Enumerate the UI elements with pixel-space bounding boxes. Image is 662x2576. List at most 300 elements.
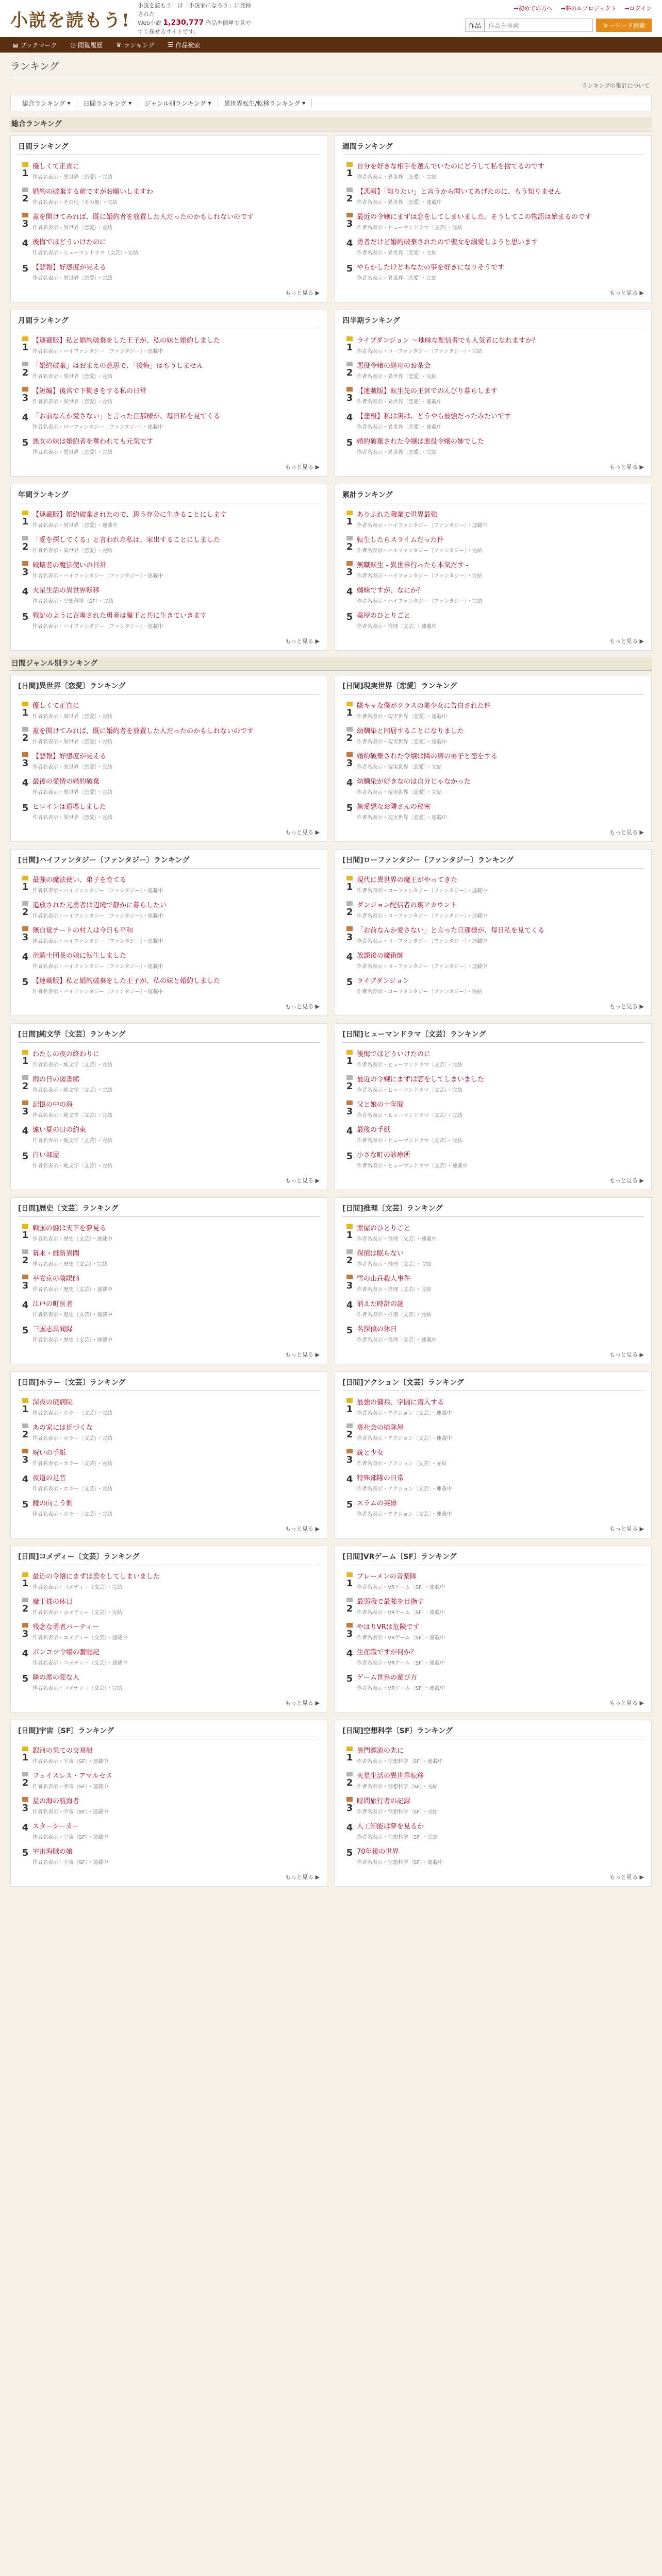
rank-number: 3	[18, 561, 32, 579]
work-meta: 作者名表示・異世界〔恋愛〕・連載中	[357, 399, 442, 405]
list-item[interactable]	[18, 612, 320, 630]
list-item[interactable]	[18, 1126, 320, 1144]
crown-icon	[22, 926, 28, 931]
list-item[interactable]	[342, 612, 644, 630]
work-meta: 作者名表示・現実世界〔恋愛〕・完結	[357, 790, 442, 795]
work-title-link[interactable]: 夜道の足音	[32, 1475, 67, 1482]
work-title-link[interactable]: 破壊者の魔法使いの日常	[32, 562, 107, 569]
work-meta: 作者名表示・ホラー〔文芸〕・完結	[32, 1411, 112, 1416]
rank-number: 3	[342, 1623, 357, 1641]
list-item[interactable]	[18, 1474, 320, 1492]
work-title-link[interactable]: 三国志異聞録	[32, 1326, 73, 1333]
list-item[interactable]	[18, 702, 320, 720]
work-title-link[interactable]: 魔王様の休日	[32, 1598, 73, 1606]
work-meta: 作者名表示・ハイファンタジー〔ファンタジー〕・連載中	[32, 888, 163, 894]
rank-number: 1	[342, 1050, 357, 1068]
crown-icon	[22, 901, 28, 906]
work-title-link[interactable]: スターシーカー	[32, 1823, 79, 1831]
more-link[interactable]: もっと見る ▶	[285, 1003, 320, 1010]
work-meta: 作者名表示・異世界〔恋愛〕・連載中	[357, 425, 442, 430]
list-item[interactable]	[18, 727, 320, 745]
work-meta: 作者名表示・異世界〔恋愛〕・完結	[32, 225, 112, 231]
work-title-link[interactable]: 銃と少女	[357, 1449, 384, 1457]
more-link[interactable]: もっと見る ▶	[609, 829, 644, 836]
ranking-box	[10, 1371, 327, 1538]
list-item[interactable]	[18, 536, 320, 554]
work-title-link[interactable]: ライブダンジョン	[357, 977, 409, 985]
work-title-link[interactable]: 「お前なんか愛さない」と言った旦那様が、毎日私を見てくる	[32, 413, 221, 420]
list-item[interactable]	[342, 213, 644, 231]
work-title-link[interactable]: 平安京の陰陽師	[32, 1275, 80, 1283]
work-title-link[interactable]: ダンジョン配信者の裏アカウント	[357, 902, 457, 909]
work-meta: 作者名表示・推理〔文芸〕・連載中	[357, 1337, 437, 1343]
list-item[interactable]	[342, 1673, 644, 1691]
work-meta: 作者名表示・推理〔文芸〕・連載中	[357, 624, 437, 630]
list-item[interactable]	[342, 1100, 644, 1118]
list-item[interactable]	[342, 1325, 644, 1343]
rank-number: 4	[22, 1822, 29, 1833]
crown-icon	[22, 536, 28, 540]
list-item[interactable]	[342, 1249, 644, 1267]
site-logo[interactable]: 小説を読もう!	[10, 10, 130, 31]
crown-icon	[22, 1075, 28, 1080]
work-meta: 作者名表示・歴史〔文芸〕・連載中	[32, 1287, 112, 1293]
list-item[interactable]	[342, 511, 644, 529]
work-title-link[interactable]: 【悲報】私は実は、どうやら最強だったみたいです	[357, 413, 511, 420]
work-title-link[interactable]: 陰キャな僕がクラスの美少女に告白された件	[357, 702, 491, 710]
crown-icon	[346, 188, 353, 192]
crown-icon	[346, 1598, 353, 1602]
list-item[interactable]	[18, 1747, 320, 1765]
work-title-link[interactable]: 残念な勇者パーティー	[32, 1623, 99, 1631]
work-title-link[interactable]: 【連載版】婚約破棄されたので、思う存分に生きることにします	[32, 511, 227, 519]
tab-genre[interactable]: ジャンル別ランキング ▾	[138, 99, 218, 108]
list-item[interactable]	[342, 1747, 644, 1765]
ranking-box	[335, 1720, 652, 1887]
list-item[interactable]	[342, 1423, 644, 1442]
work-title-link[interactable]: 江戸の町医者	[32, 1300, 73, 1308]
work-title-link[interactable]: 蓋を開けてみれば、既に婚約者を放置した人だったのかもしれないのです	[32, 213, 254, 221]
work-title-link[interactable]: 薬屋のひとりごと	[357, 1225, 411, 1232]
work-title-link[interactable]: 最後の手紙	[357, 1126, 391, 1134]
work-title-link[interactable]: わたしの夜の終わりに	[32, 1050, 100, 1058]
work-title-link[interactable]: 記憶の中の海	[32, 1101, 73, 1109]
work-title-link[interactable]: 裏社会の掃除屋	[357, 1424, 404, 1432]
work-title-link[interactable]: 戦記のように召喚された勇者は魔王と共に生きていきます	[32, 612, 207, 620]
work-title-link[interactable]: 幼馴染が好きなのは自分じゃなかった	[357, 778, 471, 786]
list-item[interactable]	[18, 1050, 320, 1068]
work-title-link[interactable]: 放課後の魔術師	[357, 952, 404, 960]
list-item[interactable]	[18, 1772, 320, 1790]
list-item[interactable]	[342, 188, 644, 206]
more-link[interactable]: もっと見る ▶	[609, 638, 644, 645]
site-tagline: 小説を読もう！は「小説家になろう」に登録された Web小説 1,230,777 作品を簡単で見やすく探せるサイトです。	[137, 2, 251, 35]
work-title-link[interactable]: 特殊部隊の日常	[357, 1475, 404, 1482]
work-title-link[interactable]: 婚約の破棄する前ですがお願いしますわ	[32, 188, 154, 196]
work-meta: 作者名表示・空想科学〔SF〕・完結	[357, 1835, 438, 1840]
work-title-link[interactable]: 薬屋のひとりごと	[357, 612, 411, 620]
work-title-link[interactable]: 呪いの手紙	[32, 1449, 67, 1457]
list-item[interactable]	[342, 952, 644, 970]
ranking-box	[10, 135, 327, 302]
work-title-link[interactable]: 【悲報】好感度が見える	[32, 753, 107, 760]
work-title-link[interactable]: 婚約破棄された令嬢は悪役令嬢の姉でした	[357, 438, 485, 446]
work-title-link[interactable]: 深夜の廃病院	[32, 1399, 73, 1406]
work-title-link[interactable]: 時間旅行者の記録	[357, 1798, 411, 1805]
more-link[interactable]: もっと見る ▶	[609, 1003, 644, 1010]
work-title-link[interactable]: 火星生活の異世界転移	[32, 587, 100, 595]
list-item[interactable]	[342, 1822, 644, 1840]
list-item[interactable]	[18, 238, 320, 256]
work-title-link[interactable]: ライブダンジョン ～地味な配信者でも人気者になれますか？	[357, 337, 539, 345]
list-item[interactable]	[18, 362, 320, 380]
work-title-link[interactable]: やはりVRは危険です	[357, 1623, 420, 1631]
more-link[interactable]: もっと見る ▶	[285, 290, 320, 296]
work-title-link[interactable]: 現代に異世界の魔王がやってきた	[357, 876, 458, 884]
ranking-box	[10, 1023, 327, 1190]
more-link[interactable]: もっと見る ▶	[609, 464, 644, 470]
list-item[interactable]	[342, 238, 644, 256]
work-meta: 作者名表示・ローファンタジー〔ファンタジー〕・完結	[357, 349, 483, 354]
work-title-link[interactable]: 名探偵の休日	[357, 1326, 398, 1333]
list-item[interactable]	[342, 1300, 644, 1318]
work-title-link[interactable]: 無職転生 - 異世界行ったら本気だす -	[357, 562, 469, 569]
work-title-link[interactable]: 最強の魔法使い、弟子を育てる	[32, 876, 127, 884]
work-title-link[interactable]: 最近の令嬢にまずは恋をしてしまいました	[32, 1573, 160, 1581]
work-title-link[interactable]: 無愛想なお隣さんの秘密	[357, 803, 431, 811]
more-link[interactable]: もっと見る ▶	[609, 1874, 644, 1880]
list-item[interactable]	[342, 977, 644, 995]
work-title-link[interactable]: 「愛を探してくる」と言われた私は、家出することにしました	[32, 536, 221, 544]
work-title-link[interactable]: 蜘蛛ですが、なにか？	[357, 587, 424, 595]
list-item[interactable]	[18, 1797, 320, 1815]
list-item[interactable]	[342, 901, 644, 919]
list-item[interactable]	[18, 1572, 320, 1590]
list-item[interactable]	[18, 1075, 320, 1093]
work-title-link[interactable]: 【短編】後宮で下働きをする私の日常	[32, 387, 147, 395]
header-link-login[interactable]: →ログイン	[624, 5, 652, 12]
list-item[interactable]	[18, 1325, 320, 1343]
work-title-link[interactable]: 【連載版】転生先の王宮でのんびり暮らします	[357, 387, 498, 395]
list-item[interactable]	[18, 213, 320, 231]
list-item[interactable]	[342, 1797, 644, 1815]
list-item[interactable]	[18, 1623, 320, 1641]
rank-number: 4	[22, 1474, 29, 1485]
nav-search[interactable]: ☰ 作品検索	[168, 41, 201, 49]
work-title-link[interactable]: 星の海の航海者	[32, 1798, 80, 1805]
crown-icon	[22, 362, 28, 366]
search-type-select[interactable]: 作品	[465, 19, 485, 32]
list-item[interactable]	[18, 412, 320, 430]
list-item[interactable]	[342, 803, 644, 821]
work-title-link[interactable]: 70年後の世界	[357, 1848, 399, 1856]
work-count: 1,230,777	[163, 19, 204, 27]
work-meta: 作者名表示・コメディー〔文芸〕・連載中	[32, 1660, 128, 1666]
rank-number: 2	[342, 901, 357, 919]
crown-icon	[346, 1449, 353, 1453]
work-meta: 作者名表示・純文学〔文芸〕・完結	[32, 1113, 112, 1118]
rank-number: 4	[22, 777, 29, 788]
rank-number: 2	[18, 1772, 32, 1790]
list-item[interactable]	[342, 1075, 644, 1093]
list-item[interactable]	[18, 387, 320, 405]
search-bar	[465, 19, 652, 32]
nav-bookmark[interactable]: ▤ ブックマーク	[12, 41, 57, 49]
work-title-link[interactable]: 最近の令嬢にまずは恋をしてしまいました。そうしてこの物語は始まるのです	[357, 213, 592, 221]
rank-number: 3	[18, 1275, 32, 1293]
more-link[interactable]: もっと見る ▶	[285, 1177, 320, 1184]
work-title-link[interactable]: 後悔でほどういけたのに	[32, 239, 107, 246]
tab-daily[interactable]: 日間ランキング ▾	[77, 99, 139, 108]
list-item[interactable]	[18, 586, 320, 604]
chevron-down-icon: ▾	[67, 99, 71, 107]
list-item[interactable]	[342, 561, 644, 579]
list-item[interactable]	[342, 1499, 644, 1517]
work-title-link[interactable]: 隣の席の変な人	[32, 1674, 80, 1682]
list-item[interactable]	[18, 752, 320, 770]
list-item[interactable]	[18, 1398, 320, 1416]
work-title-link[interactable]: ありふれた職業で世界最強	[357, 511, 438, 519]
list-item[interactable]	[18, 511, 320, 529]
work-title-link[interactable]: 白い部屋	[32, 1151, 60, 1159]
list-item[interactable]	[342, 1050, 644, 1068]
work-title-link[interactable]: フェイスレス・アマルセス	[32, 1772, 112, 1780]
work-title-link[interactable]: 火星生活の異世界転移	[357, 1772, 424, 1780]
more-link[interactable]: もっと見る ▶	[285, 1874, 320, 1880]
work-title-link[interactable]: 蓋を開けてみれば、既に婚約者を放置した人だったのかもしれないのです	[32, 727, 254, 735]
list-item[interactable]	[18, 1100, 320, 1118]
work-title-link[interactable]: ゲーム世界の遊び方	[357, 1674, 418, 1682]
work-title-link[interactable]: 鏡の向こう側	[32, 1500, 73, 1507]
work-title-link[interactable]: 遠い夏の日の約束	[32, 1126, 87, 1134]
list-item[interactable]	[18, 901, 320, 919]
more-link[interactable]: もっと見る ▶	[609, 1351, 644, 1358]
work-title-link[interactable]: 婚約破棄された令嬢は隣の席の男子と恋をする	[357, 753, 498, 760]
ranking-sections	[10, 117, 652, 1887]
more-link[interactable]: もっと見る ▶	[285, 1700, 320, 1706]
list-item[interactable]	[18, 1224, 320, 1242]
work-title-link[interactable]: 竜騎士団長の娘に転生しました	[32, 952, 127, 960]
list-item[interactable]	[342, 777, 644, 795]
work-title-link[interactable]: 最強の傭兵、学園に潜入する	[357, 1399, 444, 1406]
rank-number: 4	[22, 586, 29, 597]
list-item[interactable]	[18, 1300, 320, 1318]
work-title-link[interactable]: 探偵は眠らない	[357, 1250, 404, 1258]
work-title-link[interactable]: 消えた時計の謎	[357, 1300, 404, 1308]
list-item[interactable]	[342, 926, 644, 944]
list-item[interactable]	[342, 1572, 644, 1590]
ranking-box	[335, 1546, 652, 1713]
list-item[interactable]	[18, 777, 320, 795]
work-title-link[interactable]: やらかしたけどあなたの事を好きになりそうです	[357, 264, 505, 272]
work-meta: 作者名表示・純文学〔文芸〕・完結	[32, 1163, 112, 1169]
list-item[interactable]	[342, 387, 644, 405]
work-title-link[interactable]: 後悔でほどういけたのに	[357, 1050, 431, 1058]
work-title-link[interactable]: 最近の令嬢にまずは恋をしてしまいました	[357, 1076, 485, 1083]
work-title-link[interactable]: 自分を好きな相手を選んでいたのにどうして私を捨てるのです	[357, 163, 545, 171]
nav-history[interactable]: ◷ 閲覧履歴	[70, 41, 103, 49]
more-link[interactable]: もっと見る ▶	[609, 1700, 644, 1706]
work-title-link[interactable]: ブレーメンの音楽隊	[357, 1573, 417, 1581]
work-title-link[interactable]: 幕末・維新異聞	[32, 1250, 80, 1258]
work-title-link[interactable]: 「お前なんか愛さない」と言った旦那様が、毎日私を見てくる	[357, 927, 545, 935]
work-title-link[interactable]: 【悲報】好感度が見える	[32, 264, 107, 272]
header-link-project[interactable]: →夢のルプロジェクト	[560, 5, 617, 12]
work-meta: 作者名表示・純文学〔文芸〕・完結	[32, 1062, 112, 1068]
list-item[interactable]	[342, 1151, 644, 1169]
list-item[interactable]	[18, 1648, 320, 1666]
work-title-link[interactable]: 無自覚チートの村人は今日も平和	[32, 927, 134, 935]
work-title-link[interactable]: 雪の山荘殺人事件	[357, 1275, 411, 1283]
list-item[interactable]	[342, 162, 644, 180]
list-item[interactable]	[18, 263, 320, 281]
more-link[interactable]: もっと見る ▶	[285, 464, 320, 470]
work-title-link[interactable]: 父と娘の十年間	[357, 1101, 404, 1109]
list-item[interactable]	[342, 1275, 644, 1293]
list-item[interactable]	[18, 1449, 320, 1467]
header-link-guide[interactable]: →初めての方へ	[514, 5, 553, 12]
list-item[interactable]	[18, 1598, 320, 1616]
list-item[interactable]	[342, 1224, 644, 1242]
work-title-link[interactable]: 悪女の妹は婚約者を奪われても元気です	[32, 438, 154, 446]
list-item[interactable]	[342, 727, 644, 745]
work-title-link[interactable]: 最後の愛情の婚約破棄	[32, 778, 100, 786]
list-item[interactable]	[18, 437, 320, 455]
list-item[interactable]	[18, 1822, 320, 1840]
list-item[interactable]	[342, 1474, 644, 1492]
ranking-box	[10, 1546, 327, 1713]
more-link[interactable]: もっと見る ▶	[609, 290, 644, 296]
work-meta: 作者名表示・異世界〔恋愛〕・完結	[32, 399, 112, 405]
work-meta: 作者名表示・異世界〔恋愛〕・完結	[357, 250, 437, 256]
list-item[interactable]	[342, 752, 644, 770]
work-title-link[interactable]: 戦国の姫は天下を夢見る	[32, 1225, 107, 1232]
list-item[interactable]	[342, 1449, 644, 1467]
work-title-link[interactable]: 転生したらスライムだった件	[357, 536, 444, 544]
list-item[interactable]	[342, 412, 644, 430]
more-link[interactable]: もっと見る ▶	[609, 1177, 644, 1184]
list-item[interactable]	[18, 1848, 320, 1866]
list-item[interactable]	[18, 561, 320, 579]
list-item[interactable]	[342, 1848, 644, 1866]
ranking-note-link[interactable]: ランキングの集計について	[582, 82, 650, 89]
ranking-box	[335, 1197, 652, 1364]
search-button[interactable]: キーワード検索	[596, 19, 652, 32]
list-item[interactable]	[342, 263, 644, 281]
work-meta: 作者名表示・ハイファンタジー〔ファンタジー〕・連載中	[32, 964, 163, 970]
list-item[interactable]	[18, 977, 320, 995]
work-title-link[interactable]: 銀河の果ての交易船	[32, 1747, 93, 1755]
list-item[interactable]	[342, 702, 644, 720]
work-title-link[interactable]: 悪役令嬢の継母のお茶会	[357, 362, 431, 370]
list-item[interactable]	[342, 1598, 644, 1616]
rank-number: 1	[342, 511, 357, 529]
crown-icon	[22, 702, 28, 706]
list-item[interactable]	[18, 1499, 320, 1517]
work-title-link[interactable]: ヒロインは退場しました	[32, 803, 106, 811]
list-item[interactable]	[18, 876, 320, 894]
list-item[interactable]	[342, 362, 644, 380]
rank-number: 2	[342, 727, 357, 745]
rank-number: 1	[18, 1572, 32, 1590]
list-item[interactable]	[342, 1623, 644, 1641]
search-input[interactable]: 作品を検索	[485, 19, 593, 32]
crown-icon	[346, 561, 353, 566]
tab-isekai[interactable]: 異世界転生/転移ランキング ▾	[218, 99, 312, 108]
list-item[interactable]	[342, 876, 644, 894]
work-title-link[interactable]: 異門漂流の先に	[357, 1747, 404, 1755]
list-item[interactable]	[342, 1398, 644, 1416]
more-link[interactable]: もっと見る ▶	[285, 829, 320, 836]
list-item[interactable]	[18, 926, 320, 944]
ranking-box-title: 日間ランキング	[18, 141, 320, 155]
work-title-link[interactable]: 勇者だけど婚約破棄されたので聖女を溺愛しようと思います	[357, 239, 538, 246]
list-item[interactable]	[342, 336, 644, 354]
ranking-box-title: [日間]推理〔文芸〕ランキング	[342, 1203, 644, 1217]
list-item[interactable]	[18, 1423, 320, 1442]
work-title-link[interactable]: 優しくて正直に	[32, 702, 80, 710]
list-item[interactable]	[342, 536, 644, 554]
list-item[interactable]	[18, 803, 320, 821]
list-item[interactable]	[18, 1673, 320, 1691]
list-item[interactable]	[18, 188, 320, 206]
work-title-link[interactable]: 追放された元勇者は辺境で静かに暮らしたい	[32, 902, 167, 909]
work-title-link[interactable]: 最弱職で最強を目指す	[357, 1598, 424, 1606]
work-title-link[interactable]: 雨の日の図書館	[32, 1076, 80, 1083]
work-title-link[interactable]: スラムの英雄	[357, 1500, 397, 1507]
list-item[interactable]	[18, 336, 320, 354]
rank-number: 1	[342, 1747, 357, 1765]
work-title-link[interactable]: 【悲報】「知りたい」と言うから聞いてあげたのに、もう知りません	[357, 188, 561, 196]
work-title-link[interactable]: あの家には近づくな	[32, 1424, 93, 1432]
work-title-link[interactable]: 優しくて正直に	[32, 163, 80, 171]
list-item[interactable]	[18, 1249, 320, 1267]
work-title-link[interactable]: 【連載版】私と婚約破棄をした王子が、私の妹と婚約しました	[32, 337, 221, 345]
more-link[interactable]: もっと見る ▶	[285, 1526, 320, 1532]
list-item[interactable]	[18, 1151, 320, 1169]
ranking-box	[335, 310, 652, 477]
list-icon: ☰	[168, 41, 174, 48]
list-item[interactable]	[342, 437, 644, 455]
ranking-box-title: [日間]異世界〔恋愛〕ランキング	[18, 681, 320, 694]
work-title-link[interactable]: 生産職ですが何か？	[357, 1649, 418, 1656]
work-meta: 作者名表示・推理〔文芸〕・完結	[357, 1312, 432, 1318]
list-item[interactable]	[342, 1772, 644, 1790]
nav-ranking[interactable]: ♛ ランキング	[116, 41, 155, 49]
work-title-link[interactable]: 宇宙海賊の娘	[32, 1848, 73, 1856]
work-meta: 作者名表示・ヒューマンドラマ〔文芸〕・完結	[357, 225, 462, 231]
work-title-link[interactable]: 「婚約破棄」はおまえの意思で、「後悔」はもうしません	[32, 362, 204, 370]
more-link[interactable]: もっと見る ▶	[285, 638, 320, 645]
list-item[interactable]	[18, 952, 320, 970]
work-title-link[interactable]: 小さな町の診療所	[357, 1151, 411, 1159]
more-link[interactable]: もっと見る ▶	[609, 1526, 644, 1532]
list-item[interactable]	[342, 1126, 644, 1144]
more-link[interactable]: もっと見る ▶	[285, 1351, 320, 1358]
list-item[interactable]	[18, 162, 320, 180]
list-item[interactable]	[342, 1648, 644, 1666]
list-item[interactable]	[18, 1275, 320, 1293]
work-title-link[interactable]: ポンコツ令嬢の奮闘記	[32, 1649, 100, 1656]
work-title-link[interactable]: 人工知能は夢を見るか	[357, 1823, 424, 1831]
work-title-link[interactable]: 幼馴染と同居することになりました	[357, 727, 465, 735]
tab-overall[interactable]: 総合ランキング ▾	[16, 99, 77, 108]
work-title-link[interactable]: 【連載版】私と婚約破棄をした王子が、私の妹と婚約しました	[32, 977, 221, 985]
rank-number: 4	[346, 1822, 353, 1833]
list-item[interactable]	[342, 586, 644, 604]
site-header	[0, 0, 662, 37]
work-meta: 作者名表示・ハイファンタジー〔ファンタジー〕・完結	[357, 573, 483, 579]
